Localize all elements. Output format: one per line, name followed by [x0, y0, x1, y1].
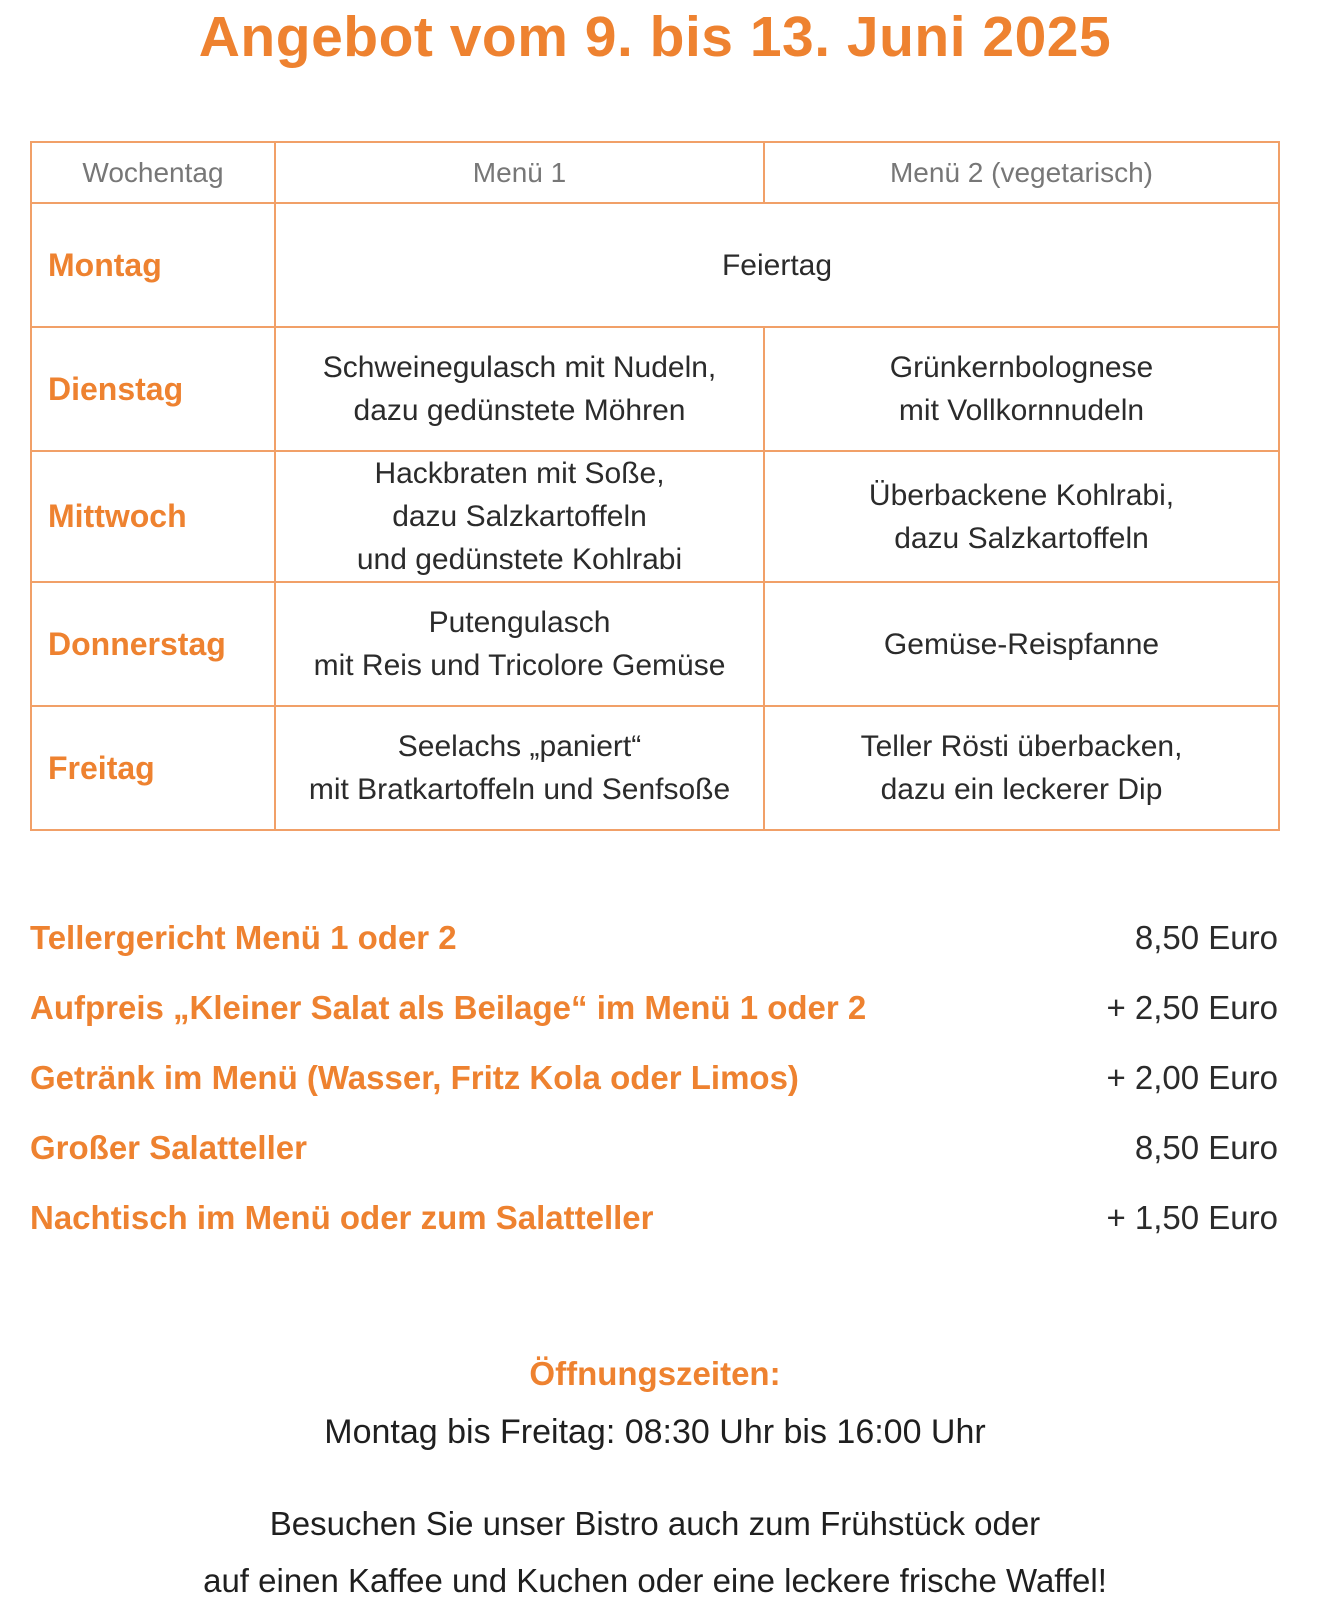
visit-line: Besuchen Sie unser Bistro auch zum Frühstück oder: [269, 1505, 1041, 1542]
table-row: [31, 451, 1279, 582]
table-row: [31, 706, 1279, 830]
price-row: [30, 1043, 1278, 1113]
friday-menu-2: [764, 706, 1279, 830]
price-list: [30, 903, 1278, 1253]
price-label: Nachtisch im Menü oder zum Salatteller: [30, 1199, 654, 1236]
menu-line: mit Reis und Tricolore Gemüse: [313, 649, 726, 682]
friday-menu-1: [275, 706, 764, 830]
price-label: Getränk im Menü (Wasser, Fritz Kola oder Limos): [30, 1059, 799, 1096]
menu-line: mit Bratkartoffeln und Senfsoße: [308, 773, 731, 806]
wednesday-menu-2: [764, 451, 1279, 582]
price-label: Großer Salatteller: [30, 1129, 307, 1166]
price-value: + 2,50 Euro: [1106, 989, 1278, 1026]
menu-line: dazu Salzkartoffeln: [392, 500, 647, 533]
thursday-menu-1: [275, 582, 764, 706]
day-tuesday: Dienstag: [31, 327, 275, 451]
menu-table: [30, 141, 1280, 831]
header-menu-1: Menü 1: [275, 142, 764, 203]
wednesday-menu-1: [275, 451, 764, 582]
price-value: 8,50 Euro: [1134, 1129, 1278, 1166]
table-row: [31, 327, 1279, 451]
day-thursday: Donnerstag: [31, 582, 275, 706]
visit-message: [0, 1495, 1310, 1609]
price-value: 8,50 Euro: [1134, 919, 1278, 956]
price-label: Aufpreis „Kleiner Salat als Beilage“ im Menü 1 oder 2: [30, 989, 867, 1026]
menu-line: mit Vollkornnudeln: [898, 394, 1145, 427]
price-value: + 2,00 Euro: [1106, 1059, 1278, 1096]
monday-holiday: Feiertag: [275, 203, 1279, 327]
table-row: [31, 203, 1279, 327]
price-label: Tellergericht Menü 1 oder 2: [30, 919, 457, 956]
header-menu-2: Menü 2 (vegetarisch): [764, 142, 1279, 203]
price-row: [30, 1113, 1278, 1183]
table-row: [31, 582, 1279, 706]
header-weekday: Wochentag: [31, 142, 275, 203]
page-title: Angebot vom 9. bis 13. Juni 2025: [198, 5, 1112, 69]
opening-hours-title: Öffnungszeiten:: [529, 1355, 781, 1392]
menu-line: dazu Salzkartoffeln: [894, 521, 1149, 555]
opening-hours-text: Montag bis Freitag: 08:30 Uhr bis 16:00 Uhr: [324, 1413, 986, 1451]
menu-line: und gedünstete Kohlrabi: [356, 543, 683, 576]
visit-line: auf einen Kaffee und Kuchen oder eine leckere frische Waffel!: [203, 1562, 1107, 1599]
menu-line: Teller Rösti überbacken,: [860, 730, 1183, 763]
tuesday-menu-1: [275, 327, 764, 451]
menu-line: dazu ein leckerer Dip: [880, 773, 1163, 806]
price-row: [30, 1183, 1278, 1253]
menu-line: Grünkernbolognese: [889, 351, 1154, 384]
menu-line: Hackbraten mit Soße,: [374, 457, 665, 490]
menu-line: Schweinegulasch mit Nudeln,: [322, 351, 717, 384]
menu-line: Gemüse-Reispfanne: [883, 627, 1160, 661]
day-friday: Freitag: [31, 706, 275, 830]
menu-line: Überbackene Kohlrabi,: [868, 478, 1175, 512]
menu-line: dazu gedünstete Möhren: [353, 394, 686, 427]
price-row: [30, 973, 1278, 1043]
table-header-row: [31, 142, 1279, 203]
menu-line: Seelachs „paniert“: [397, 730, 642, 763]
tuesday-menu-2: [764, 327, 1279, 451]
menu-line: Putengulasch: [428, 606, 611, 639]
price-value: + 1,50 Euro: [1106, 1199, 1278, 1236]
price-row: [30, 903, 1278, 973]
day-wednesday: Mittwoch: [31, 451, 275, 582]
thursday-menu-2: [764, 582, 1279, 706]
day-monday: Montag: [31, 203, 275, 327]
